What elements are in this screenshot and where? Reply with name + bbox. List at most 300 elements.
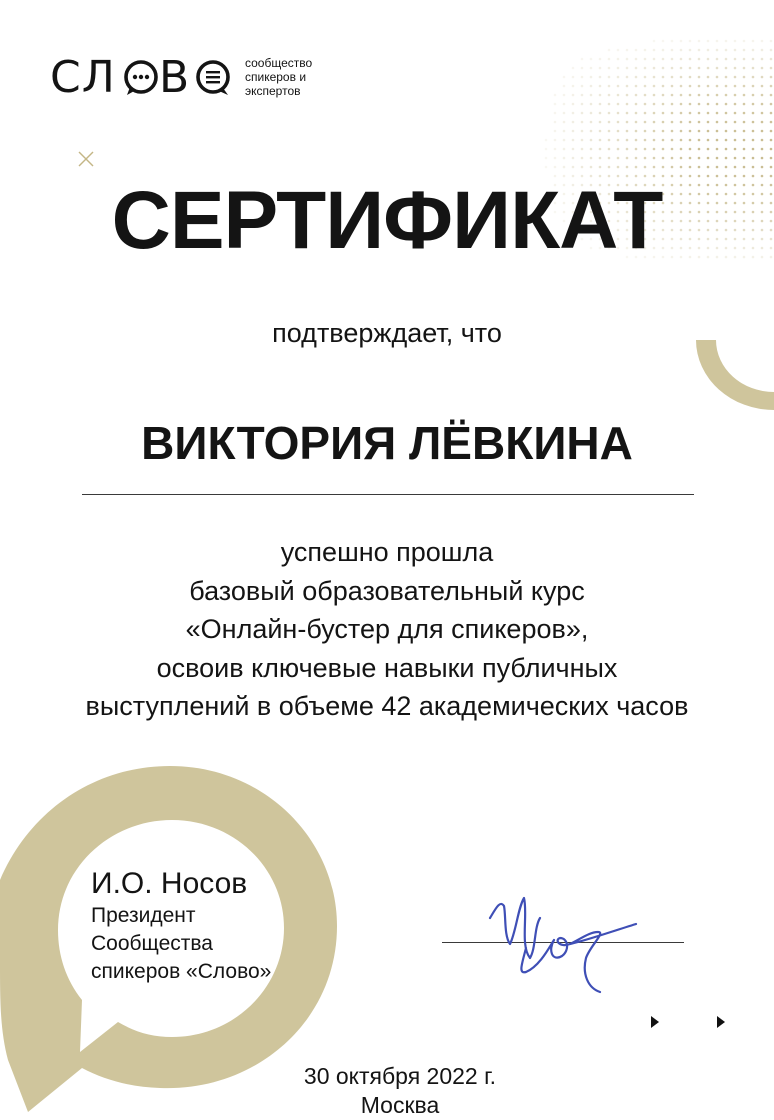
pattern-dot bbox=[626, 130, 629, 133]
pattern-dot bbox=[743, 130, 746, 133]
pattern-dot bbox=[680, 76, 683, 79]
pattern-dot bbox=[608, 58, 611, 61]
pattern-dot bbox=[761, 67, 764, 70]
pattern-dot bbox=[572, 148, 575, 151]
pattern-dot bbox=[608, 166, 611, 169]
pattern-dot bbox=[725, 130, 728, 133]
pattern-dot bbox=[689, 40, 692, 43]
play-arrow-icon bbox=[651, 1016, 659, 1028]
signer-name: И.О. Носов bbox=[91, 867, 248, 900]
pattern-dot bbox=[725, 40, 728, 43]
pattern-dot bbox=[689, 49, 692, 52]
logo-subtitle bbox=[245, 56, 365, 98]
pattern-dot bbox=[644, 112, 647, 115]
pattern-dot bbox=[743, 121, 746, 124]
pattern-dot bbox=[563, 139, 566, 142]
pattern-dot bbox=[680, 67, 683, 70]
pattern-dot bbox=[761, 148, 764, 151]
pattern-dot bbox=[689, 58, 692, 61]
pattern-dot bbox=[707, 94, 710, 97]
pattern-dot bbox=[716, 166, 719, 169]
pattern-dot bbox=[671, 67, 674, 70]
pattern-dot bbox=[671, 139, 674, 142]
pattern-dot bbox=[761, 40, 764, 43]
pattern-dot bbox=[554, 103, 557, 106]
signature bbox=[470, 888, 650, 996]
pattern-dot bbox=[770, 121, 773, 124]
pattern-dot bbox=[698, 157, 701, 160]
pattern-dot bbox=[761, 139, 764, 142]
pattern-dot bbox=[626, 76, 629, 79]
pattern-dot bbox=[725, 166, 728, 169]
pattern-dot bbox=[644, 76, 647, 79]
pattern-dot bbox=[644, 67, 647, 70]
pattern-dot bbox=[590, 157, 593, 160]
pattern-dot bbox=[644, 85, 647, 88]
pattern-dot bbox=[752, 103, 755, 106]
pattern-dot bbox=[581, 67, 584, 70]
pattern-dot bbox=[725, 157, 728, 160]
pattern-dot bbox=[617, 67, 620, 70]
pattern-dot bbox=[761, 103, 764, 106]
pattern-dot bbox=[752, 139, 755, 142]
pattern-dot bbox=[725, 94, 728, 97]
signer-role-line: спикеров «Слово» bbox=[91, 960, 272, 983]
pattern-dot bbox=[680, 49, 683, 52]
pattern-dot bbox=[770, 139, 773, 142]
pattern-dot bbox=[572, 103, 575, 106]
pattern-dot bbox=[617, 112, 620, 115]
pattern-dot bbox=[554, 139, 557, 142]
pattern-dot bbox=[653, 148, 656, 151]
pattern-dot bbox=[617, 157, 620, 160]
logo-subtitle-line: спикеров и bbox=[245, 70, 307, 84]
body-line: выступлений в объеме 42 академических часов bbox=[85, 691, 689, 721]
pattern-dot bbox=[707, 121, 710, 124]
pattern-dot bbox=[581, 94, 584, 97]
pattern-dot bbox=[752, 112, 755, 115]
pattern-dot bbox=[608, 49, 611, 52]
speech-bubble-lines-icon bbox=[198, 62, 228, 95]
pattern-dot bbox=[698, 40, 701, 43]
pattern-dot bbox=[653, 166, 656, 169]
signer-role bbox=[91, 902, 271, 986]
pattern-dot bbox=[743, 49, 746, 52]
pattern-dot bbox=[752, 94, 755, 97]
pattern-dot bbox=[626, 94, 629, 97]
pattern-dot bbox=[707, 103, 710, 106]
pattern-dot bbox=[734, 40, 737, 43]
pattern-dot bbox=[770, 157, 773, 160]
pattern-dot bbox=[563, 148, 566, 151]
pattern-dot bbox=[626, 103, 629, 106]
pattern-dot bbox=[671, 112, 674, 115]
pattern-dot bbox=[698, 67, 701, 70]
pattern-dot bbox=[653, 94, 656, 97]
pattern-dot bbox=[680, 139, 683, 142]
pattern-dot bbox=[707, 148, 710, 151]
pattern-dot bbox=[716, 103, 719, 106]
pattern-dot bbox=[581, 121, 584, 124]
pattern-dot bbox=[554, 94, 557, 97]
certificate-body bbox=[0, 533, 774, 726]
pattern-dot bbox=[698, 94, 701, 97]
pattern-dot bbox=[752, 130, 755, 133]
pattern-dot bbox=[662, 157, 665, 160]
pattern-dot bbox=[653, 58, 656, 61]
pattern-dot bbox=[581, 139, 584, 142]
pattern-dot bbox=[635, 157, 638, 160]
issue-place: Москва bbox=[360, 1092, 440, 1118]
pattern-dot bbox=[662, 103, 665, 106]
logo-subtitle-line: экспертов bbox=[245, 84, 301, 98]
pattern-dot bbox=[671, 58, 674, 61]
pattern-dot bbox=[680, 130, 683, 133]
pattern-dot bbox=[626, 67, 629, 70]
pattern-dot bbox=[761, 58, 764, 61]
pattern-dot bbox=[662, 40, 665, 43]
pattern-dot bbox=[734, 121, 737, 124]
date-place bbox=[250, 1062, 550, 1120]
pattern-dot bbox=[554, 112, 557, 115]
pattern-dot bbox=[644, 58, 647, 61]
pattern-dot bbox=[590, 148, 593, 151]
pattern-dot bbox=[653, 112, 656, 115]
pattern-dot bbox=[572, 112, 575, 115]
pattern-dot bbox=[617, 49, 620, 52]
pattern-dot bbox=[698, 49, 701, 52]
pattern-dot bbox=[653, 85, 656, 88]
pattern-dot bbox=[617, 148, 620, 151]
svg-text:В: В bbox=[159, 52, 191, 103]
pattern-dot bbox=[626, 157, 629, 160]
pattern-dot bbox=[626, 139, 629, 142]
pattern-dot bbox=[752, 157, 755, 160]
pattern-dot bbox=[608, 94, 611, 97]
pattern-dot bbox=[635, 148, 638, 151]
pattern-dot bbox=[680, 148, 683, 151]
pattern-dot bbox=[680, 58, 683, 61]
logo bbox=[50, 52, 235, 116]
pattern-dot bbox=[761, 85, 764, 88]
pattern-dot bbox=[662, 112, 665, 115]
issue-date: 30 октября 2022 г. bbox=[303, 1063, 497, 1089]
pattern-dot bbox=[761, 121, 764, 124]
pattern-dot bbox=[572, 139, 575, 142]
pattern-dot bbox=[581, 112, 584, 115]
body-line: освоив ключевые навыки публичных bbox=[156, 652, 618, 683]
pattern-dot bbox=[671, 40, 674, 43]
pattern-dot bbox=[680, 121, 683, 124]
pattern-dot bbox=[725, 67, 728, 70]
body-line: «Онлайн-бустер для спикеров», bbox=[185, 614, 589, 644]
pattern-dot bbox=[617, 103, 620, 106]
pattern-dot bbox=[770, 67, 773, 70]
pattern-dot bbox=[743, 85, 746, 88]
pattern-dot bbox=[599, 139, 602, 142]
pattern-dot bbox=[698, 103, 701, 106]
pattern-dot bbox=[743, 94, 746, 97]
pattern-dot bbox=[707, 139, 710, 142]
pattern-dot bbox=[599, 58, 602, 61]
logo-wordmark bbox=[50, 52, 235, 104]
cross-icon bbox=[78, 151, 94, 167]
pattern-dot bbox=[572, 121, 575, 124]
pattern-dot bbox=[635, 130, 638, 133]
pattern-dot bbox=[581, 76, 584, 79]
pattern-dot bbox=[752, 58, 755, 61]
pattern-dot bbox=[662, 94, 665, 97]
pattern-dot bbox=[716, 94, 719, 97]
pattern-dot bbox=[572, 130, 575, 133]
pattern-dot bbox=[725, 121, 728, 124]
pattern-dot bbox=[581, 85, 584, 88]
pattern-dot bbox=[617, 166, 620, 169]
pattern-dot bbox=[590, 166, 593, 169]
pattern-dot bbox=[734, 157, 737, 160]
pattern-dot bbox=[689, 166, 692, 169]
pattern-dot bbox=[572, 67, 575, 70]
pattern-dot bbox=[725, 49, 728, 52]
pattern-dot bbox=[698, 112, 701, 115]
pattern-dot bbox=[725, 58, 728, 61]
pattern-dot bbox=[743, 103, 746, 106]
pattern-dot bbox=[572, 76, 575, 79]
pattern-dot bbox=[554, 157, 557, 160]
pattern-dot bbox=[617, 94, 620, 97]
pattern-dot bbox=[662, 85, 665, 88]
pattern-dot bbox=[725, 112, 728, 115]
pattern-dot bbox=[635, 94, 638, 97]
pattern-dot bbox=[626, 112, 629, 115]
recipient-name: ВИКТОРИЯ ЛЁВКИНА bbox=[141, 417, 633, 469]
pattern-dot bbox=[599, 103, 602, 106]
certificate-title: СЕРТИФИКАТ bbox=[111, 175, 663, 266]
pattern-dot bbox=[626, 49, 629, 52]
pattern-dot bbox=[599, 130, 602, 133]
pattern-dot bbox=[689, 85, 692, 88]
pattern-dot bbox=[590, 139, 593, 142]
pattern-dot bbox=[563, 76, 566, 79]
pattern-dot bbox=[698, 85, 701, 88]
pattern-dot bbox=[671, 130, 674, 133]
pattern-dot bbox=[599, 94, 602, 97]
pattern-dot bbox=[743, 67, 746, 70]
pattern-dot bbox=[671, 85, 674, 88]
pattern-dot bbox=[734, 85, 737, 88]
pattern-dot bbox=[644, 49, 647, 52]
pattern-dot bbox=[716, 85, 719, 88]
pattern-dot bbox=[608, 103, 611, 106]
pattern-dot bbox=[662, 58, 665, 61]
body-line: успешно прошла bbox=[280, 537, 494, 567]
pattern-dot bbox=[770, 148, 773, 151]
pattern-dot bbox=[734, 112, 737, 115]
name-underline bbox=[82, 494, 694, 495]
pattern-dot bbox=[734, 130, 737, 133]
pattern-dot bbox=[716, 58, 719, 61]
pattern-dot bbox=[707, 49, 710, 52]
pattern-dot bbox=[671, 94, 674, 97]
pattern-dot bbox=[662, 76, 665, 79]
pattern-dot bbox=[581, 157, 584, 160]
pattern-dot bbox=[617, 130, 620, 133]
pattern-dot bbox=[662, 130, 665, 133]
pattern-dot bbox=[743, 76, 746, 79]
pattern-dot bbox=[761, 112, 764, 115]
pattern-dot bbox=[698, 166, 701, 169]
pattern-dot bbox=[671, 49, 674, 52]
pattern-dot bbox=[716, 112, 719, 115]
pattern-dot bbox=[761, 94, 764, 97]
pattern-dot bbox=[671, 148, 674, 151]
pattern-dot bbox=[545, 148, 548, 151]
pattern-dot bbox=[617, 139, 620, 142]
pattern-dot bbox=[716, 40, 719, 43]
pattern-dot bbox=[770, 40, 773, 43]
play-arrow-icon bbox=[717, 1016, 725, 1028]
pattern-dot bbox=[590, 58, 593, 61]
pattern-dot bbox=[617, 76, 620, 79]
pattern-dot bbox=[680, 40, 683, 43]
pattern-dot bbox=[662, 121, 665, 124]
pattern-dot bbox=[770, 130, 773, 133]
pattern-dot bbox=[599, 148, 602, 151]
pattern-dot bbox=[635, 139, 638, 142]
pattern-dot bbox=[581, 58, 584, 61]
pattern-dot bbox=[635, 112, 638, 115]
pattern-dot bbox=[743, 139, 746, 142]
pattern-dot bbox=[680, 103, 683, 106]
pattern-dot bbox=[743, 157, 746, 160]
pattern-dot bbox=[653, 130, 656, 133]
pattern-dot bbox=[563, 94, 566, 97]
pattern-dot bbox=[770, 76, 773, 79]
pattern-dot bbox=[644, 157, 647, 160]
pattern-dot bbox=[770, 103, 773, 106]
pattern-dot bbox=[761, 166, 764, 169]
pattern-dot bbox=[563, 85, 566, 88]
pattern-dot bbox=[671, 121, 674, 124]
pattern-dot bbox=[572, 166, 575, 169]
pattern-dot bbox=[563, 157, 566, 160]
pattern-dot bbox=[626, 85, 629, 88]
pattern-dot bbox=[725, 103, 728, 106]
pattern-dot bbox=[689, 112, 692, 115]
pattern-dot bbox=[734, 94, 737, 97]
pattern-dot bbox=[725, 148, 728, 151]
pattern-dot bbox=[743, 58, 746, 61]
pattern-dot bbox=[689, 76, 692, 79]
pattern-dot bbox=[707, 85, 710, 88]
pattern-dot bbox=[644, 94, 647, 97]
pattern-dot bbox=[590, 94, 593, 97]
pattern-dot bbox=[770, 112, 773, 115]
pattern-dot bbox=[707, 157, 710, 160]
pattern-dot bbox=[689, 139, 692, 142]
pattern-dot bbox=[545, 157, 548, 160]
pattern-dot bbox=[743, 112, 746, 115]
pattern-dot bbox=[698, 121, 701, 124]
pattern-dot bbox=[689, 103, 692, 106]
pattern-dot bbox=[644, 103, 647, 106]
pattern-dot bbox=[716, 49, 719, 52]
pattern-dot bbox=[653, 67, 656, 70]
pattern-dot bbox=[725, 85, 728, 88]
signer-role-line: Сообщества bbox=[91, 932, 213, 955]
pattern-dot bbox=[635, 121, 638, 124]
pattern-dot bbox=[545, 139, 548, 142]
pattern-dot bbox=[653, 49, 656, 52]
pattern-dot bbox=[689, 130, 692, 133]
pattern-dot bbox=[707, 67, 710, 70]
pattern-dot bbox=[563, 130, 566, 133]
pattern-dot bbox=[752, 121, 755, 124]
pattern-dot bbox=[635, 166, 638, 169]
pattern-dot bbox=[590, 67, 593, 70]
pattern-dot bbox=[689, 148, 692, 151]
pattern-dot bbox=[770, 94, 773, 97]
pattern-dot bbox=[743, 40, 746, 43]
pattern-dot bbox=[716, 121, 719, 124]
svg-text:СЛ: СЛ bbox=[50, 52, 116, 103]
pattern-dot bbox=[608, 76, 611, 79]
pattern-dot bbox=[572, 157, 575, 160]
pattern-dot bbox=[599, 157, 602, 160]
pattern-dot bbox=[662, 139, 665, 142]
signer-role-line: Президент bbox=[91, 904, 196, 927]
pattern-dot bbox=[644, 121, 647, 124]
pattern-dot bbox=[581, 166, 584, 169]
pattern-dot bbox=[581, 148, 584, 151]
pattern-dot bbox=[707, 130, 710, 133]
pattern-dot bbox=[599, 121, 602, 124]
pattern-dot bbox=[554, 166, 557, 169]
pattern-dot bbox=[617, 121, 620, 124]
pattern-dot bbox=[608, 148, 611, 151]
pattern-dot bbox=[752, 76, 755, 79]
pattern-dot bbox=[743, 166, 746, 169]
pattern-dot bbox=[734, 67, 737, 70]
pattern-dot bbox=[563, 121, 566, 124]
pattern-dot bbox=[608, 85, 611, 88]
pattern-dot bbox=[581, 103, 584, 106]
pattern-dot bbox=[653, 40, 656, 43]
pattern-dot bbox=[581, 130, 584, 133]
logo-subtitle-line: сообщество bbox=[245, 56, 313, 70]
pattern-dot bbox=[635, 103, 638, 106]
pattern-dot bbox=[734, 148, 737, 151]
pattern-dot bbox=[608, 130, 611, 133]
pattern-dot bbox=[770, 58, 773, 61]
pattern-dot bbox=[644, 166, 647, 169]
pattern-dot bbox=[599, 85, 602, 88]
pattern-dot bbox=[590, 112, 593, 115]
pattern-dot bbox=[680, 166, 683, 169]
pattern-dot bbox=[617, 58, 620, 61]
pattern-dot bbox=[626, 148, 629, 151]
pattern-dot bbox=[545, 166, 548, 169]
pattern-dot bbox=[752, 67, 755, 70]
pattern-dot bbox=[644, 139, 647, 142]
pattern-dot bbox=[770, 166, 773, 169]
pattern-dot bbox=[689, 157, 692, 160]
pattern-dot bbox=[590, 130, 593, 133]
pattern-dot bbox=[572, 94, 575, 97]
decorative-arc bbox=[696, 340, 774, 412]
pattern-dot bbox=[653, 103, 656, 106]
pattern-dot bbox=[716, 139, 719, 142]
